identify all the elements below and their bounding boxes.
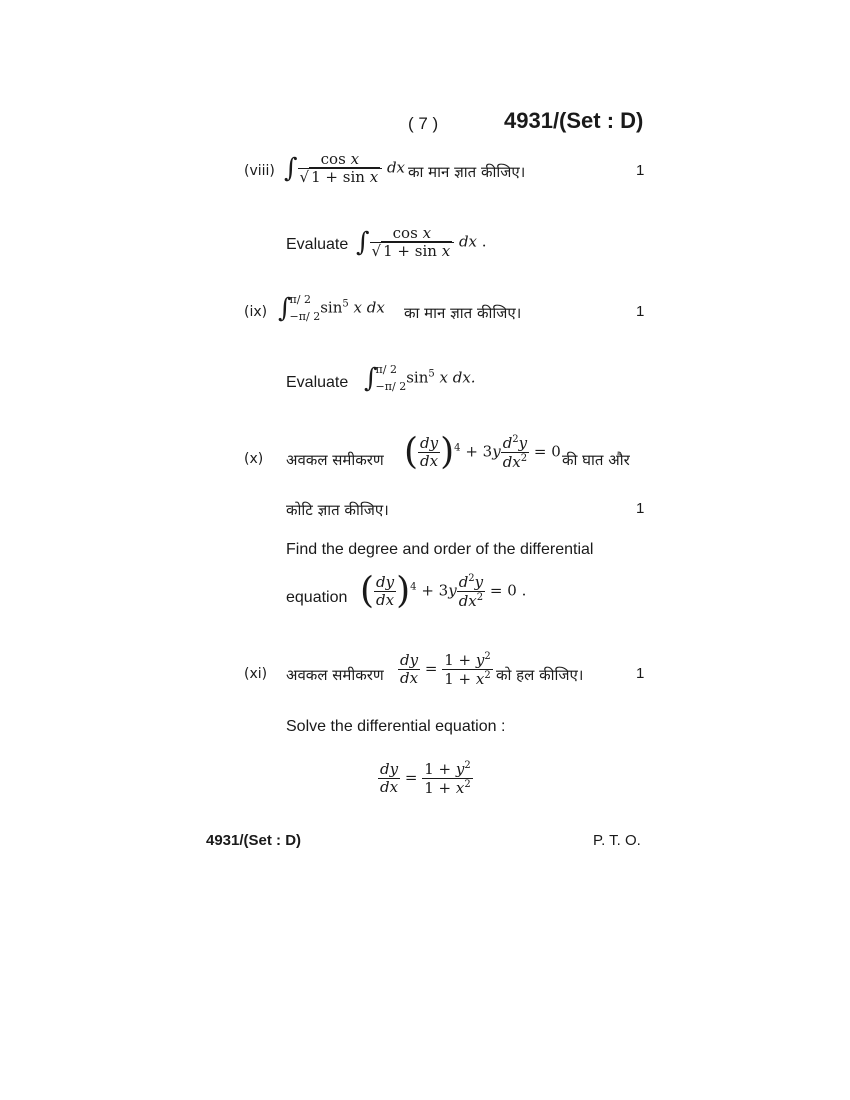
- integral-expression-viii-english: ∫ $\frac{\text{cos x}}{\text{√ 1 + sin x}}$ dx .: [356, 224, 487, 260]
- question-number-x: (x): [244, 451, 264, 467]
- differential-equation-x-english: ( $\frac{dy}{dx}$ )$^4$ + 3y $\frac{d^2y}{dx^2}$ = 0 .: [360, 570, 527, 612]
- question-number-xi: (xi): [244, 666, 268, 682]
- question-suffix-x-hindi: की घात और: [562, 451, 630, 469]
- integral-expression-ix-hindi: ∫ π/ 2 −π/ 2 $\sin^5 x$ dx: [278, 293, 385, 324]
- question-prefix-x-english: equation: [286, 589, 348, 606]
- question-line2-x-hindi: कोटि ज्ञात कीजिए।: [286, 501, 389, 519]
- question-text-viii-english: Evaluate: [286, 236, 349, 253]
- question-number-viii: (viii): [244, 163, 275, 179]
- marks-xi: 1: [636, 665, 645, 682]
- question-line1-xi-english: Solve the differential equation :: [286, 718, 506, 735]
- question-text-viii-hindi: का मान ज्ञात कीजिए।: [408, 163, 526, 181]
- paper-code-header: 4931/(Set : D): [504, 108, 644, 133]
- paper-code-footer: 4931/(Set : D): [206, 832, 302, 849]
- question-line1-x-english: Find the degree and order of the differential: [286, 541, 594, 558]
- marks-viii: 1: [636, 162, 645, 179]
- question-number-ix: (ix): [244, 304, 268, 320]
- integral-expression-viii-hindi: ∫ $\frac{\text{cos x}}{\text{√ 1 + sin x}}$ dx: [284, 150, 405, 186]
- question-prefix-x-hindi: अवकल समीकरण: [286, 451, 384, 469]
- differential-equation-xi-hindi: $\frac{dy}{dx}$ = $\frac{1 + y^2}{1 + x^2}$: [400, 651, 491, 688]
- integral-expression-ix-english: ∫ π/ 2 −π/ 2 $\sin^5 x$ dx.: [364, 363, 476, 394]
- marks-ix: 1: [636, 303, 645, 320]
- question-text-ix-hindi: का मान ज्ञात कीजिए।: [404, 304, 522, 322]
- page-number: ( 7 ): [408, 114, 439, 133]
- marks-x: 1: [636, 500, 645, 517]
- question-text-ix-english: Evaluate: [286, 374, 349, 391]
- page-turn-over: P. T. O.: [593, 832, 641, 849]
- differential-equation-x-hindi: ( $\frac{dy}{dx}$ )$^4$ + 3y $\frac{d^2y}{dx^2}$ = 0: [404, 431, 561, 473]
- question-prefix-xi-hindi: अवकल समीकरण: [286, 666, 384, 684]
- differential-equation-xi-english: $\frac{dy}{dx}$ = $\frac{1 + y^2}{1 + x^2}$: [380, 760, 471, 797]
- question-suffix-xi-hindi: को हल कीजिए।: [496, 666, 584, 684]
